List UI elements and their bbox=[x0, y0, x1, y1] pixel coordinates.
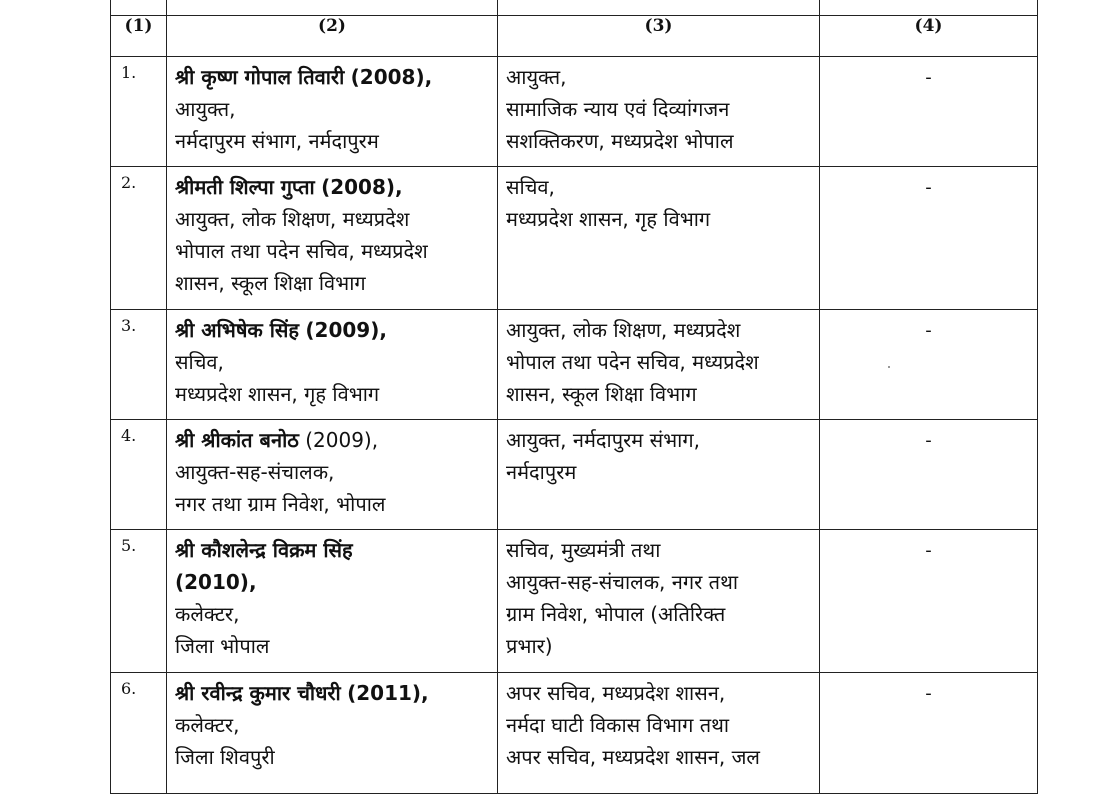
column-header-1: (1) bbox=[111, 16, 167, 57]
table-row bbox=[111, 420, 1038, 530]
table-row bbox=[111, 530, 1038, 673]
serial-number: 6. bbox=[111, 673, 167, 794]
column-header-4: (4) bbox=[820, 16, 1038, 57]
officer-batch: (2010), bbox=[175, 570, 257, 594]
current-post-line: जिला भोपाल bbox=[175, 634, 270, 658]
new-post-line: आयुक्त-सह-संचालक, नगर तथा bbox=[506, 570, 739, 594]
remarks-cell: - bbox=[820, 167, 1038, 310]
new-post-cell bbox=[498, 420, 820, 530]
table-row bbox=[111, 673, 1038, 794]
table-row bbox=[111, 57, 1038, 167]
serial-number: 2. bbox=[111, 167, 167, 310]
remarks-cell: - bbox=[820, 57, 1038, 167]
current-post-line: शासन, स्कूल शिक्षा विभाग bbox=[175, 271, 366, 295]
officer-name: श्री कौशलेन्द्र विक्रम सिंह bbox=[175, 538, 353, 562]
new-post-line: अपर सचिव, मध्यप्रदेश शासन, bbox=[506, 681, 726, 705]
new-post-line: मध्यप्रदेश शासन, गृह विभाग bbox=[506, 207, 711, 231]
new-post-line: नर्मदापुरम bbox=[506, 460, 577, 484]
new-post-cell bbox=[498, 530, 820, 673]
serial-number: 3. bbox=[111, 310, 167, 420]
new-post-line: सशक्तिकरण, मध्यप्रदेश भोपाल bbox=[506, 129, 734, 153]
serial-number: 1. bbox=[111, 57, 167, 167]
table-top-edge-row bbox=[111, 0, 1038, 16]
new-post-line: सचिव, bbox=[506, 175, 555, 199]
new-post-cell bbox=[498, 167, 820, 310]
scan-speck bbox=[888, 366, 890, 368]
table-row bbox=[111, 167, 1038, 310]
current-post-line: कलेक्टर, bbox=[175, 713, 240, 737]
new-post-line: नर्मदा घाटी विकास विभाग तथा bbox=[506, 713, 730, 737]
new-post-cell bbox=[498, 57, 820, 167]
remarks-cell: - bbox=[820, 310, 1038, 420]
remarks-cell: - bbox=[820, 420, 1038, 530]
officer-cell bbox=[167, 310, 498, 420]
officer-batch: (2008), bbox=[350, 65, 433, 89]
new-post-line: अपर सचिव, मध्यप्रदेश शासन, जल bbox=[506, 745, 760, 769]
column-header-3: (3) bbox=[498, 16, 820, 57]
new-post-line: ग्राम निवेश, भोपाल (अतिरिक्त bbox=[506, 602, 726, 626]
remarks-cell: - bbox=[820, 673, 1038, 794]
current-post-line: आयुक्त-सह-संचालक, bbox=[175, 460, 335, 484]
current-post-line: कलेक्टर, bbox=[175, 602, 240, 626]
officer-batch: (2011), bbox=[347, 681, 429, 705]
officer-cell bbox=[167, 673, 498, 794]
officer-batch: (2008), bbox=[321, 175, 403, 199]
table-row bbox=[111, 310, 1038, 420]
officer-batch: (2009), bbox=[305, 428, 379, 452]
serial-number: 5. bbox=[111, 530, 167, 673]
current-post-line: आयुक्त, लोक शिक्षण, मध्यप्रदेश bbox=[175, 207, 410, 231]
current-post-line: जिला शिवपुरी bbox=[175, 745, 275, 769]
current-post-line: सचिव, bbox=[175, 350, 224, 374]
current-post-line: नर्मदापुरम संभाग, नर्मदापुरम bbox=[175, 129, 379, 153]
officer-transfer-table bbox=[110, 0, 1038, 794]
officer-cell bbox=[167, 420, 498, 530]
remarks-cell: - bbox=[820, 530, 1038, 673]
new-post-line: आयुक्त, लोक शिक्षण, मध्यप्रदेश bbox=[506, 318, 741, 342]
officer-name: श्री कृष्ण गोपाल तिवारी bbox=[175, 65, 345, 89]
officer-name: श्री अभिषेक सिंह bbox=[175, 318, 300, 342]
new-post-cell bbox=[498, 310, 820, 420]
officer-cell bbox=[167, 530, 498, 673]
new-post-line: शासन, स्कूल शिक्षा विभाग bbox=[506, 382, 697, 406]
new-post-line: सचिव, मुख्यमंत्री तथा bbox=[506, 538, 661, 562]
new-post-line: सामाजिक न्याय एवं दिव्यांगजन bbox=[506, 97, 730, 121]
current-post-line: नगर तथा ग्राम निवेश, भोपाल bbox=[175, 492, 386, 516]
officer-cell bbox=[167, 167, 498, 310]
serial-number: 4. bbox=[111, 420, 167, 530]
officer-batch: (2009), bbox=[305, 318, 387, 342]
new-post-line: आयुक्त, bbox=[506, 65, 567, 89]
officer-cell bbox=[167, 57, 498, 167]
current-post-line: आयुक्त, bbox=[175, 97, 236, 121]
current-post-line: भोपाल तथा पदेन सचिव, मध्यप्रदेश bbox=[175, 239, 428, 263]
officer-name: श्री रवीन्द्र कुमार चौधरी bbox=[175, 681, 341, 705]
officer-name: श्रीमती शिल्पा गुप्ता bbox=[175, 175, 315, 199]
column-header-2: (2) bbox=[167, 16, 498, 57]
new-post-line: प्रभार) bbox=[506, 634, 553, 658]
officer-name: श्री श्रीकांत बनोठ bbox=[175, 428, 299, 452]
new-post-line: आयुक्त, नर्मदापुरम संभाग, bbox=[506, 428, 700, 452]
table-header-row bbox=[111, 16, 1038, 57]
new-post-cell bbox=[498, 673, 820, 794]
current-post-line: मध्यप्रदेश शासन, गृह विभाग bbox=[175, 382, 380, 406]
new-post-line: भोपाल तथा पदेन सचिव, मध्यप्रदेश bbox=[506, 350, 759, 374]
